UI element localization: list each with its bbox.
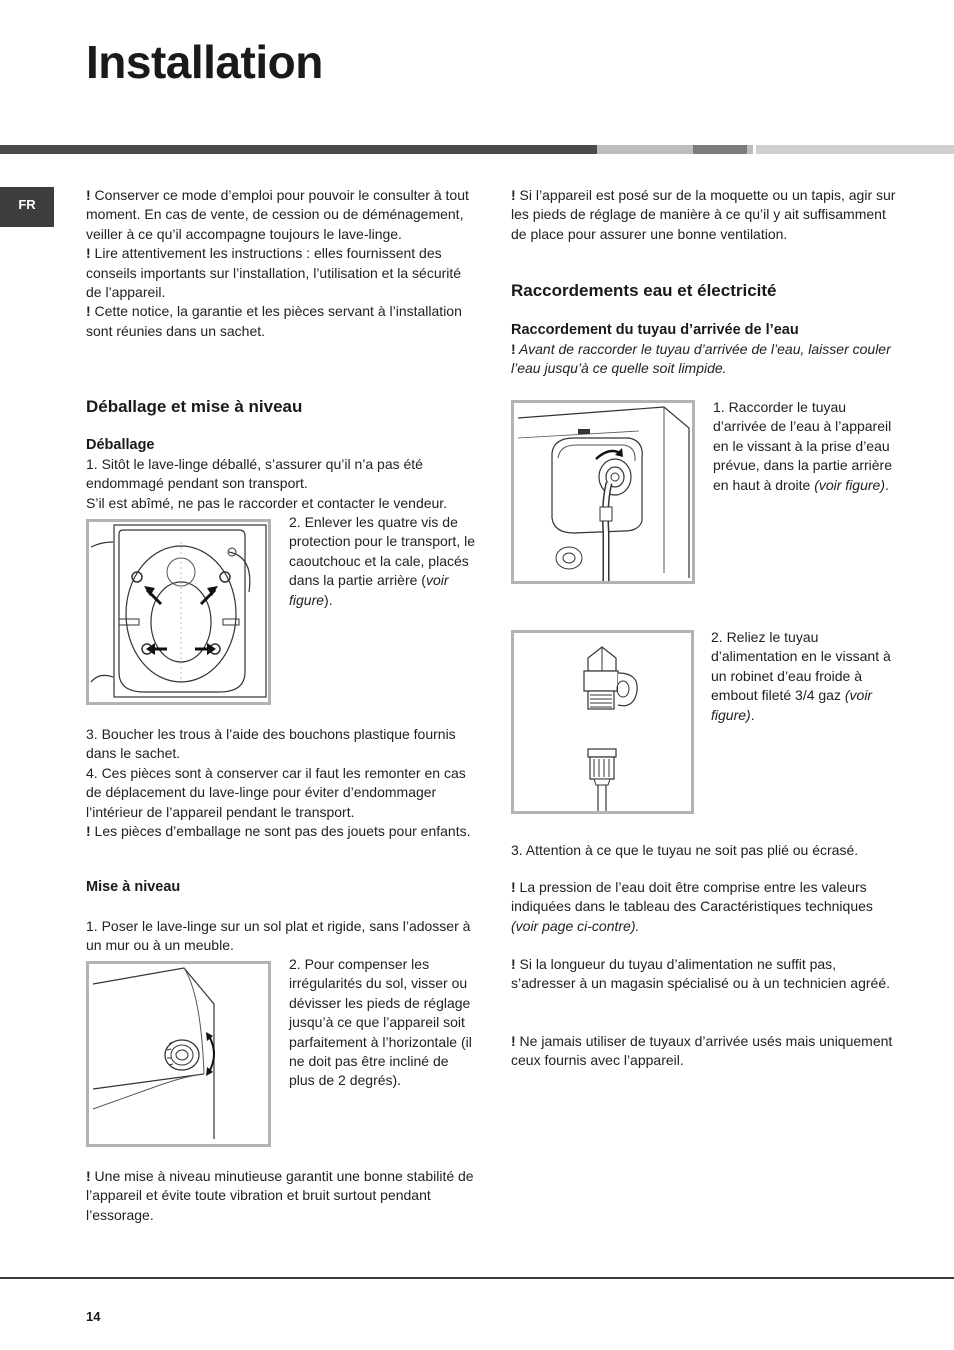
inlet-note: ! Avant de raccorder le tuyau d’arrivée de l’eau, laisser couler l’eau jusqu’à ce quelle soit limpide.	[511, 341, 891, 377]
intro-note-1: ! Conserver ce mode d’emploi pour pouvoir le consulter à tout moment. En cas de vente, de cession ou de déménagement, veiller à ce qu’il accompagne toujours le lave-linge.	[86, 187, 469, 242]
figure-leveling-foot	[86, 961, 271, 1147]
intro-note-3: ! Cette notice, la garantie et les pièces servant à l’installation sont réunies dans un sachet.	[86, 303, 462, 339]
leveling-foot-illustration	[89, 964, 268, 1144]
figure-hose-to-machine	[511, 400, 695, 584]
warning-mark: !	[511, 879, 516, 895]
level-step-1: 1. Poser le lave-linge sur un sol plat et rigide, sans l’adosser à un mur ou à un meuble.	[86, 918, 471, 954]
header-band-light-2	[747, 145, 753, 154]
figure-tap-connection	[511, 630, 694, 814]
warning-mark: !	[511, 956, 516, 972]
section-title-unpack-level: Déballage et mise à niveau	[86, 397, 303, 416]
warning-mark: !	[511, 187, 516, 203]
level-warning: ! Une mise à niveau minutieuse garantit une bonne stabilité de l’appareil et évite toute vibration et bruit surtout pendant l’essorage.	[86, 1168, 474, 1223]
unpack-steps-3-4: 3. Boucher les trous à l’aide des bouchons plastique fournis dans le sachet. 4. Ces pièces sont à conserver car il faut les remonter en cas de déplacement du lave-linge pour éviter d’endommager l’intérieur de l’appareil pendant le transport. ! Les pièces d’emballage ne sont pas des jouets pour enfants.	[86, 726, 471, 840]
header-band-dark	[0, 145, 597, 154]
subheading-unpack: Déballage	[86, 437, 155, 453]
subheading-inlet-hose: Raccordement du tuyau d’arrivée de l’eau	[511, 322, 799, 338]
warning-mark: !	[86, 823, 91, 840]
page-number: 14	[86, 1309, 101, 1324]
pressure-note: ! La pression de l’eau doit être comprise entre les valeurs indiquées dans le tableau des Caractéristiques techniques (voir page ci-contre).	[511, 879, 873, 934]
washer-back-illustration	[89, 522, 268, 702]
hose-length-note: ! Si la longueur du tuyau d’alimentation ne suffit pas, s’adresser à un magasin spécialisé ou à un technicien agréé.	[511, 956, 891, 992]
figure-transport-screws	[86, 519, 271, 705]
unpack-step-2: 2. Enlever les quatre vis de protection pour le transport, le caoutchouc et la cale, placés dans la partie arrière (voir figure).	[289, 514, 475, 608]
footer-rule	[0, 1277, 954, 1279]
tap-hose-illustration	[514, 633, 691, 811]
used-hose-note: ! Ne jamais utiliser de tuyaux d’arrivée usés mais uniquement ceux fournis avec l’appareil.	[511, 1033, 893, 1069]
inlet-step-1: 1. Raccorder le tuyau d’arrivée de l’eau à l’appareil en le vissant à la prise d’eau prévue, dans la partie arrière en haut à droite (voir figure).	[713, 399, 892, 493]
intro-note-2: ! Lire attentivement les instructions : elles fournissent des conseils importants sur l’installation, l’utilisation et la sécurité de l’appareil.	[86, 245, 462, 301]
warning-mark: !	[86, 187, 91, 203]
header-band-mid	[693, 145, 747, 154]
page-title: Installation	[86, 36, 323, 88]
subheading-level: Mise à niveau	[86, 879, 181, 895]
language-tab: FR	[0, 187, 54, 227]
header-band-light-3	[756, 145, 954, 154]
carpet-note: ! Si l’appareil est posé sur de la moquette ou un tapis, agir sur les pieds de réglage de manière à ce qu’il y ait suffisamment de place pour assurer une bonne ventilation.	[511, 187, 896, 242]
warning-mark: !	[511, 1033, 516, 1049]
header-band-light-1	[597, 145, 693, 154]
unpack-step-1: 1. Sitôt le lave-linge déballé, s’assurer qu’il n’a pas été endommagé pendant son transport. S’il est abîmé, ne pas le raccorder et contacter le vendeur.	[86, 456, 448, 511]
hose-machine-illustration	[514, 403, 692, 581]
intro-notes	[86, 186, 471, 341]
warning-mark: !	[511, 341, 516, 357]
warning-mark: !	[86, 303, 91, 320]
inlet-step-2: 2. Reliez le tuyau d’alimentation en le vissant à un robinet d’eau froide à embout fileté 3/4 gaz (voir figure).	[711, 629, 891, 723]
inlet-step-3: 3. Attention à ce que le tuyau ne soit pas plié ou écrasé.	[511, 842, 859, 858]
section-title-connections: Raccordements eau et électricité	[511, 281, 777, 300]
warning-mark: !	[86, 1168, 91, 1184]
level-step-2: 2. Pour compenser les irrégularités du sol, visser ou dévisser les pieds de réglage jusqu’à ce que l’appareil soit parfaitement à l’horizontale (il ne doit pas être incliné de plus de 2 degrés).	[289, 956, 472, 1089]
warning-mark: !	[86, 245, 91, 262]
